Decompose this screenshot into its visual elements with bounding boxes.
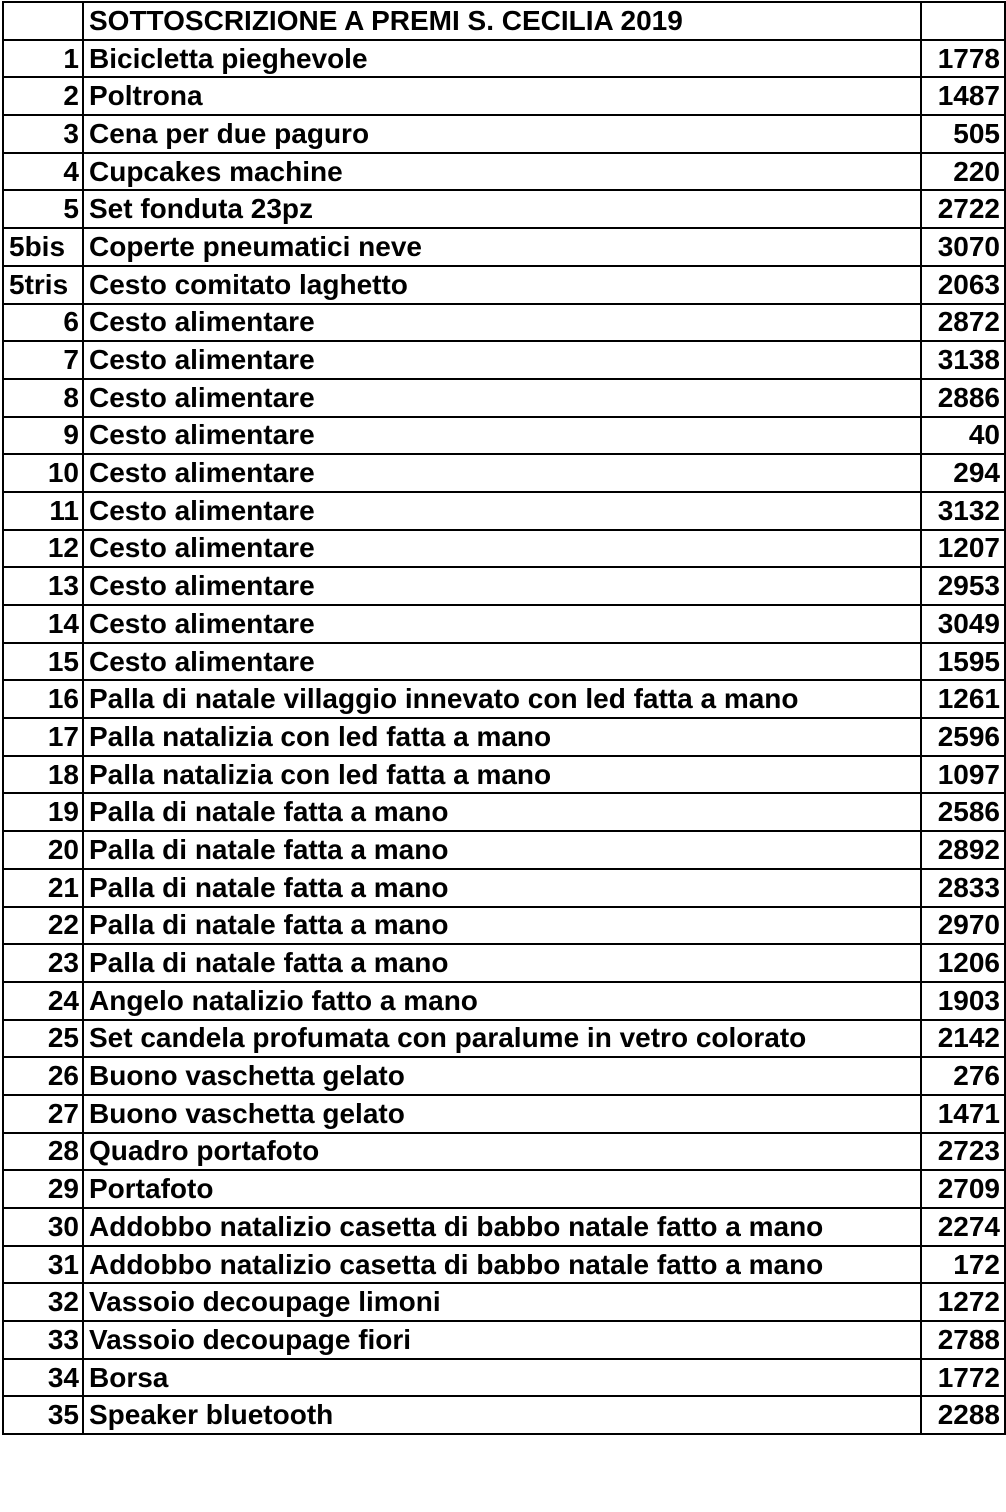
table-row (3, 492, 1005, 530)
prize-number: 25 (3, 1020, 83, 1058)
table-row (3, 1095, 1005, 1133)
prize-number: 1 (3, 40, 83, 78)
winning-ticket: 2723 (921, 1133, 1005, 1171)
table-row (3, 417, 1005, 455)
winning-ticket: 40 (921, 417, 1005, 455)
prize-name: Quadro portafoto (83, 1133, 921, 1171)
prize-name: Set fonduta 23pz (83, 190, 921, 228)
prize-number: 7 (3, 341, 83, 379)
prize-name: Palla di natale fatta a mano (83, 793, 921, 831)
prize-number: 3 (3, 115, 83, 153)
winning-ticket: 2142 (921, 1020, 1005, 1058)
prize-name: Cesto comitato laghetto (83, 266, 921, 304)
prize-name: Cesto alimentare (83, 530, 921, 568)
table-row (3, 982, 1005, 1020)
table-row (3, 1020, 1005, 1058)
winning-ticket: 220 (921, 153, 1005, 191)
table-row (3, 379, 1005, 417)
prize-name: Addobbo natalizio casetta di babbo natale fatto a mano (83, 1208, 921, 1246)
winning-ticket: 276 (921, 1057, 1005, 1095)
prize-name: Poltrona (83, 77, 921, 115)
winning-ticket: 505 (921, 115, 1005, 153)
table-row (3, 1057, 1005, 1095)
table-row (3, 1170, 1005, 1208)
winning-ticket: 294 (921, 454, 1005, 492)
winning-ticket: 2886 (921, 379, 1005, 417)
prize-name: Cena per due paguro (83, 115, 921, 153)
winning-ticket: 172 (921, 1246, 1005, 1284)
prize-name: Addobbo natalizio casetta di babbo natale fatto a mano (83, 1246, 921, 1284)
prize-name: Palla natalizia con led fatta a mano (83, 718, 921, 756)
title-row (3, 2, 1005, 40)
table-row (3, 1283, 1005, 1321)
winning-ticket: 3049 (921, 605, 1005, 643)
table-row (3, 643, 1005, 681)
winning-ticket: 2722 (921, 190, 1005, 228)
winning-ticket: 3138 (921, 341, 1005, 379)
winning-ticket: 2288 (921, 1396, 1005, 1434)
prize-table (2, 1, 1006, 1435)
prize-number: 13 (3, 567, 83, 605)
prize-number: 24 (3, 982, 83, 1020)
winning-ticket: 1487 (921, 77, 1005, 115)
prize-name: Cesto alimentare (83, 605, 921, 643)
winning-ticket: 2063 (921, 266, 1005, 304)
winning-ticket: 2833 (921, 869, 1005, 907)
prize-number: 32 (3, 1283, 83, 1321)
winning-ticket: 1595 (921, 643, 1005, 681)
prize-number: 15 (3, 643, 83, 681)
table-row (3, 1321, 1005, 1359)
prize-number: 21 (3, 869, 83, 907)
prize-number: 33 (3, 1321, 83, 1359)
winning-ticket: 1097 (921, 756, 1005, 794)
prize-name: Palla natalizia con led fatta a mano (83, 756, 921, 794)
prize-number: 18 (3, 756, 83, 794)
prize-name: Cesto alimentare (83, 454, 921, 492)
prize-name: Cupcakes machine (83, 153, 921, 191)
prize-name: Cesto alimentare (83, 304, 921, 342)
table-row (3, 530, 1005, 568)
table-row (3, 115, 1005, 153)
table-row (3, 907, 1005, 945)
prize-number: 16 (3, 680, 83, 718)
table-row (3, 793, 1005, 831)
prize-number: 5 (3, 190, 83, 228)
prize-number: 11 (3, 492, 83, 530)
prize-table-body (3, 2, 1005, 1434)
prize-name: Palla di natale fatta a mano (83, 944, 921, 982)
prize-number: 6 (3, 304, 83, 342)
winning-ticket: 2953 (921, 567, 1005, 605)
prize-name: Cesto alimentare (83, 417, 921, 455)
winning-ticket: 2709 (921, 1170, 1005, 1208)
winning-ticket: 2970 (921, 907, 1005, 945)
table-row (3, 40, 1005, 78)
prize-number: 9 (3, 417, 83, 455)
page-title: SOTTOSCRIZIONE A PREMI S. CECILIA 2019 (83, 2, 921, 40)
winning-ticket: 2596 (921, 718, 1005, 756)
prize-name: Cesto alimentare (83, 567, 921, 605)
table-row (3, 831, 1005, 869)
table-row (3, 1208, 1005, 1246)
prize-number: 2 (3, 77, 83, 115)
prize-name: Buono vaschetta gelato (83, 1095, 921, 1133)
table-row (3, 190, 1005, 228)
winning-ticket: 1207 (921, 530, 1005, 568)
prize-number: 5bis (3, 228, 83, 266)
winning-ticket: 1272 (921, 1283, 1005, 1321)
winning-ticket: 3132 (921, 492, 1005, 530)
table-row (3, 756, 1005, 794)
prize-number: 4 (3, 153, 83, 191)
prize-number: 23 (3, 944, 83, 982)
table-row (3, 944, 1005, 982)
winning-ticket: 1772 (921, 1359, 1005, 1397)
prize-name: Buono vaschetta gelato (83, 1057, 921, 1095)
table-row (3, 680, 1005, 718)
prize-name: Cesto alimentare (83, 379, 921, 417)
table-row (3, 266, 1005, 304)
table-row (3, 567, 1005, 605)
prize-number: 14 (3, 605, 83, 643)
prize-number: 19 (3, 793, 83, 831)
winning-ticket: 1206 (921, 944, 1005, 982)
table-row (3, 304, 1005, 342)
prize-number: 34 (3, 1359, 83, 1397)
prize-name: Palla di natale fatta a mano (83, 831, 921, 869)
prize-name: Bicicletta pieghevole (83, 40, 921, 78)
prize-number: 35 (3, 1396, 83, 1434)
prize-name: Cesto alimentare (83, 341, 921, 379)
winning-ticket: 1261 (921, 680, 1005, 718)
table-row (3, 869, 1005, 907)
prize-number: 20 (3, 831, 83, 869)
prize-name: Palla di natale villaggio innevato con led fatta a mano (83, 680, 921, 718)
prize-number: 26 (3, 1057, 83, 1095)
prize-name: Palla di natale fatta a mano (83, 907, 921, 945)
title-blank-value-cell (921, 2, 1005, 40)
table-row (3, 454, 1005, 492)
winning-ticket: 2872 (921, 304, 1005, 342)
prize-name: Cesto alimentare (83, 492, 921, 530)
prize-name: Coperte pneumatici neve (83, 228, 921, 266)
prize-number: 22 (3, 907, 83, 945)
prize-number: 29 (3, 1170, 83, 1208)
prize-number: 31 (3, 1246, 83, 1284)
winning-ticket: 1471 (921, 1095, 1005, 1133)
prize-name: Portafoto (83, 1170, 921, 1208)
table-row (3, 1133, 1005, 1171)
winning-ticket: 2788 (921, 1321, 1005, 1359)
table-row (3, 1396, 1005, 1434)
winning-ticket: 3070 (921, 228, 1005, 266)
prize-number: 10 (3, 454, 83, 492)
prize-number: 8 (3, 379, 83, 417)
winning-ticket: 2892 (921, 831, 1005, 869)
prize-name: Vassoio decoupage fiori (83, 1321, 921, 1359)
title-blank-cell (3, 2, 83, 40)
prize-number: 30 (3, 1208, 83, 1246)
table-row (3, 718, 1005, 756)
winning-ticket: 2586 (921, 793, 1005, 831)
prize-number: 5tris (3, 266, 83, 304)
prize-number: 12 (3, 530, 83, 568)
prize-name: Palla di natale fatta a mano (83, 869, 921, 907)
prize-name: Set candela profumata con paralume in vetro colorato (83, 1020, 921, 1058)
prize-name: Vassoio decoupage limoni (83, 1283, 921, 1321)
winning-ticket: 2274 (921, 1208, 1005, 1246)
prize-name: Speaker bluetooth (83, 1396, 921, 1434)
table-row (3, 605, 1005, 643)
table-row (3, 153, 1005, 191)
prize-number: 27 (3, 1095, 83, 1133)
winning-ticket: 1778 (921, 40, 1005, 78)
table-row (3, 1246, 1005, 1284)
prize-number: 28 (3, 1133, 83, 1171)
table-row (3, 341, 1005, 379)
table-row (3, 228, 1005, 266)
prize-number: 17 (3, 718, 83, 756)
table-row (3, 1359, 1005, 1397)
prize-name: Borsa (83, 1359, 921, 1397)
prize-name: Angelo natalizio fatto a mano (83, 982, 921, 1020)
prize-name: Cesto alimentare (83, 643, 921, 681)
winning-ticket: 1903 (921, 982, 1005, 1020)
table-row (3, 77, 1005, 115)
